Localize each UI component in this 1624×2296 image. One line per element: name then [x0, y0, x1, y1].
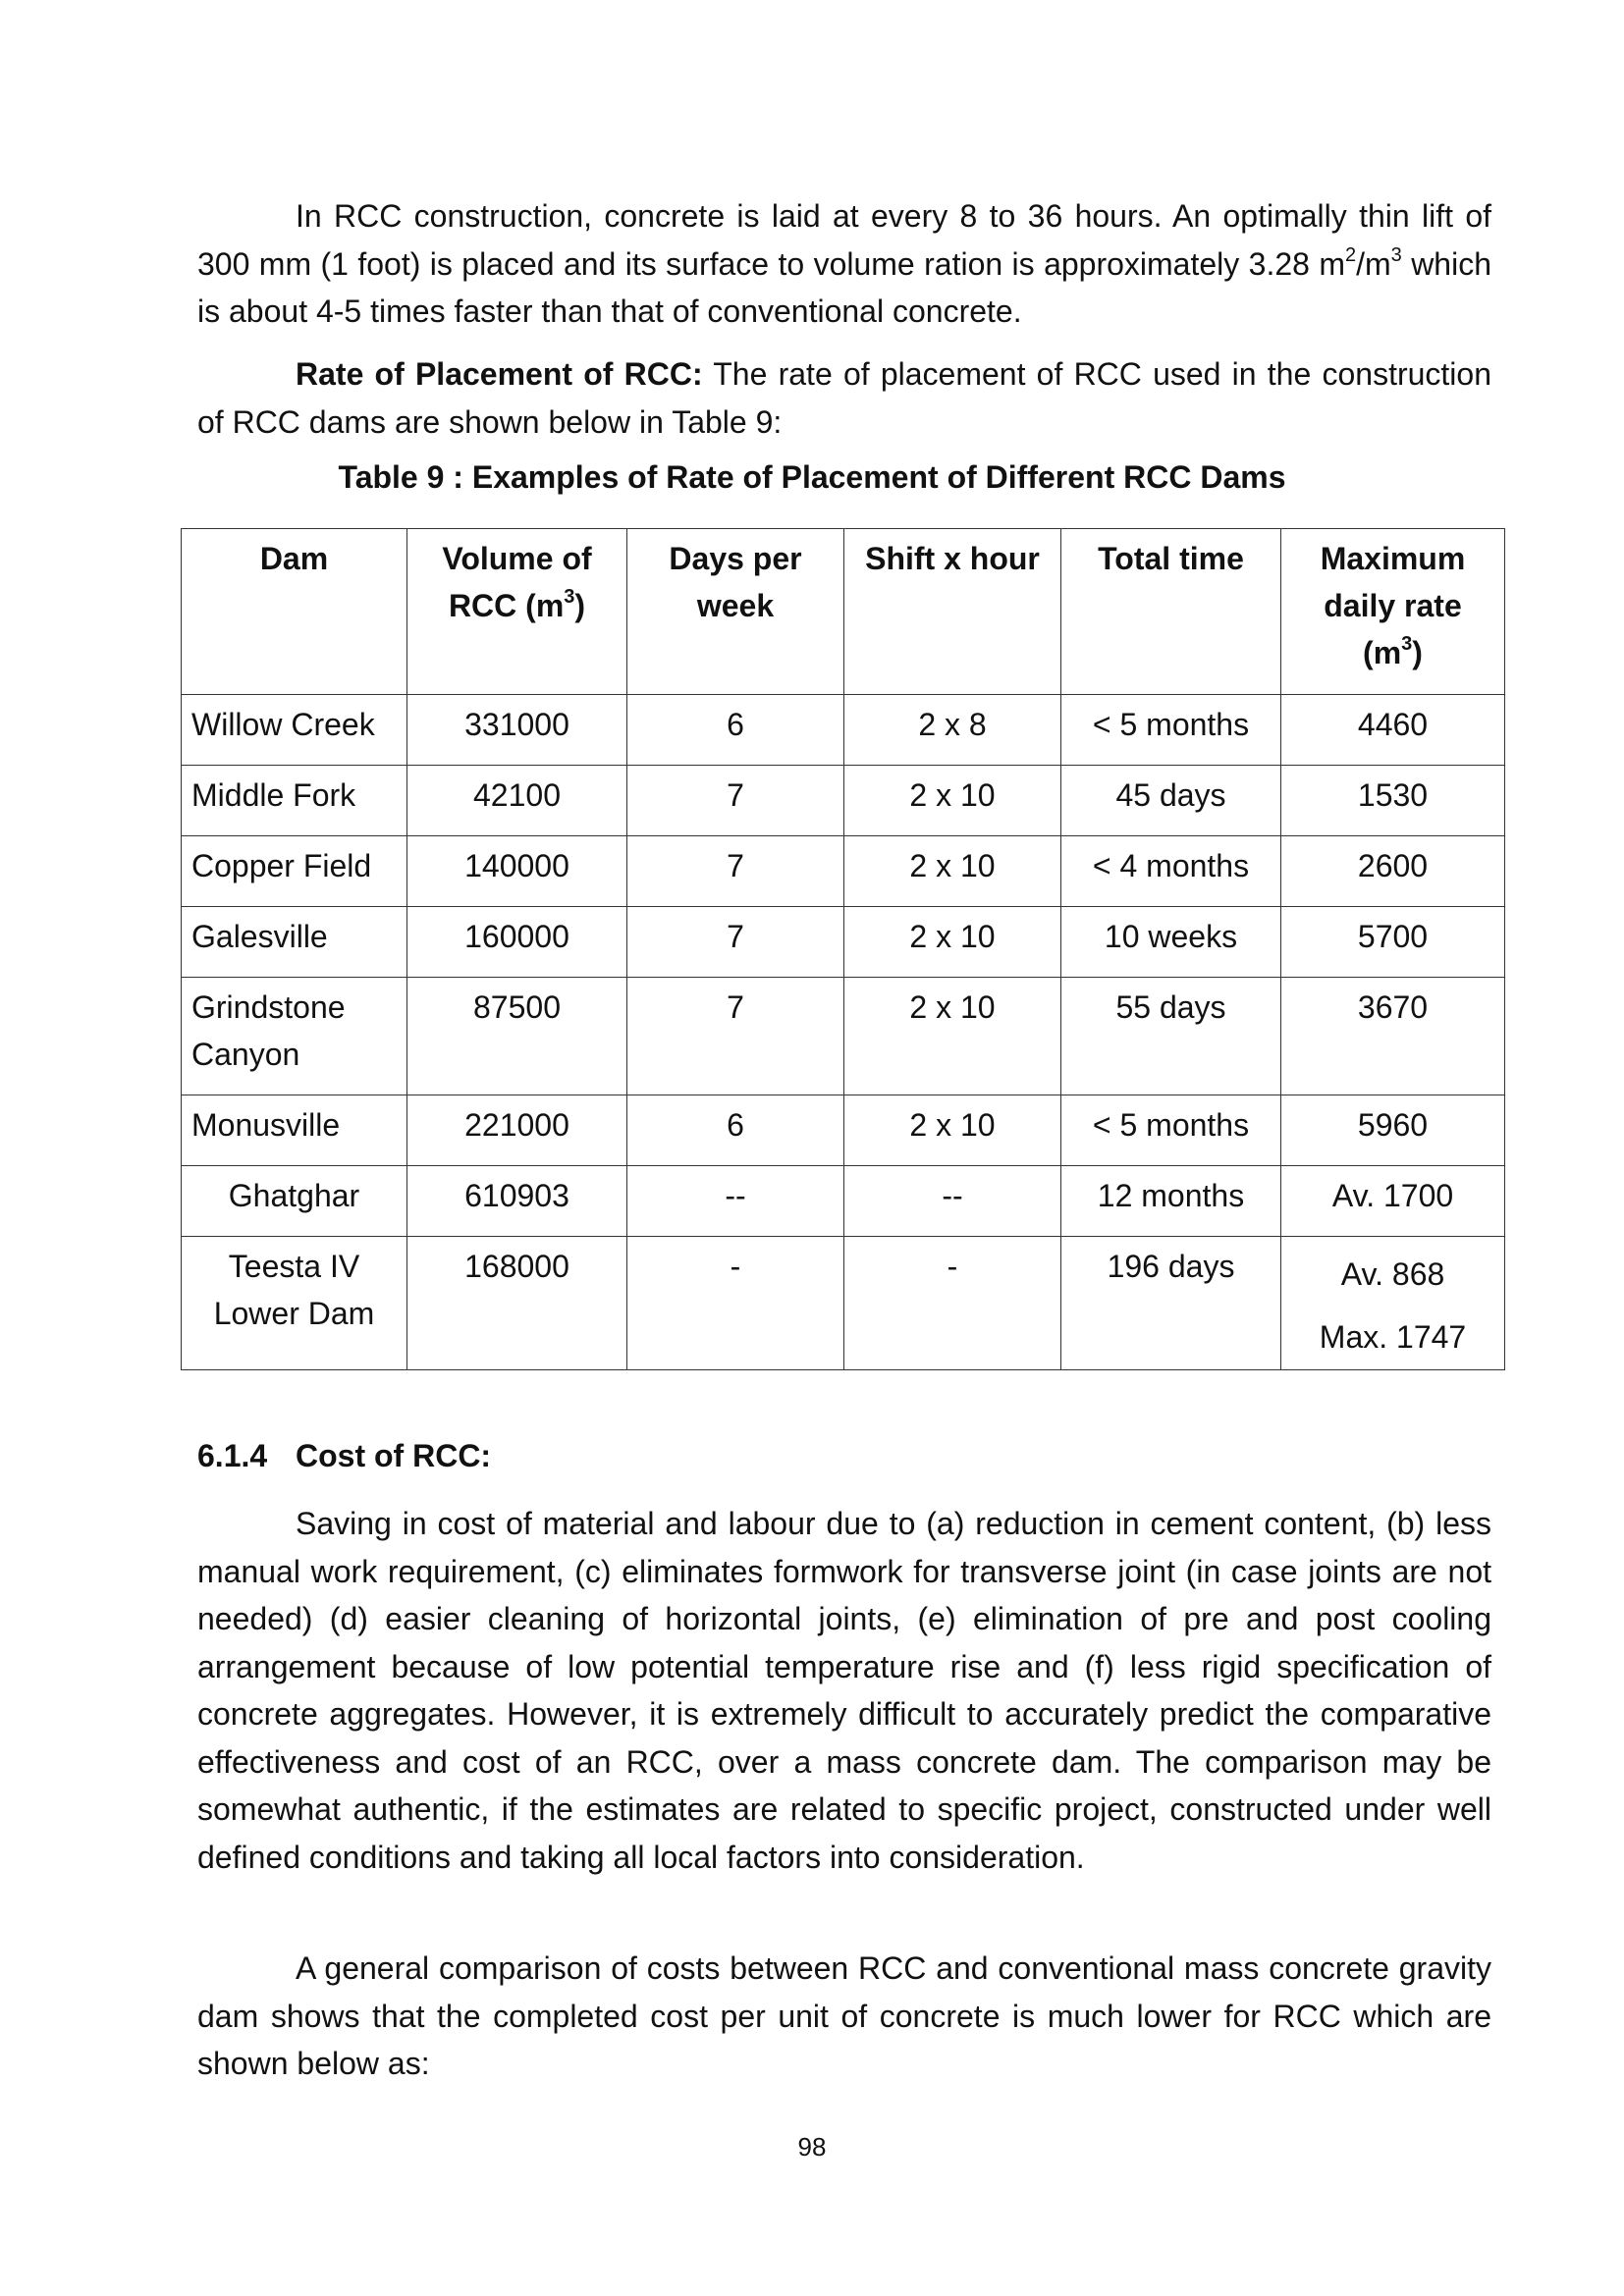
- table-row: [182, 978, 1505, 1095]
- cell-volume: 168000: [407, 1237, 627, 1370]
- cost-paragraph: Saving in cost of material and labour due to (a) reduction in cement content, (b) less manual work requirement, (c) eliminates formwork for transverse joint (in case joints are not needed) (d) easier cleaning of horizontal joints, (e) elimination of pre and post cooling arrangement because of low potential temperature rise and (f) less rigid specification of concrete aggregates. However, it is extremely difficult to accurately predict the comparative effectiveness and cost of an RCC, over a mass concrete dam. The comparison may be somewhat authentic, if the estimates are related to specific project, constructed under well defined conditions and taking all local factors into consideration.: [197, 1506, 1491, 1875]
- section-heading: 6.1.4 Cost of RCC:: [197, 1438, 492, 1473]
- cell-total: 55 days: [1061, 978, 1281, 1095]
- cell-dam: Monusville: [182, 1095, 407, 1166]
- cell-days: 7: [627, 836, 844, 907]
- cell-volume: 160000: [407, 907, 627, 978]
- cell-dam: Willow Creek: [182, 695, 407, 766]
- cell-volume: 140000: [407, 836, 627, 907]
- cell-shift: 2 x 10: [844, 907, 1061, 978]
- page-number: 98: [797, 2132, 827, 2162]
- cell-shift: 2 x 8: [844, 695, 1061, 766]
- cell-shift: 2 x 10: [844, 836, 1061, 907]
- intro-paragraph: In RCC construction, concrete is laid at every 8 to 36 hours. An optimally thin lift of 300 mm (1 foot) is placed and its surface to volume ration is approximately 3.28 $m^2/m^3$ which is about 4-5 times faster than that of conventional concrete.: [197, 198, 1492, 329]
- table-row: [182, 695, 1505, 766]
- table-title: Table 9 : Examples of Rate of Placement of Different RCC Dams: [338, 459, 1286, 495]
- cell-days: 7: [627, 766, 844, 836]
- cell-days: 6: [627, 1095, 844, 1166]
- header-total-time: Total time: [1061, 529, 1281, 695]
- header-days: Days per week: [627, 529, 844, 695]
- cell-dam: Ghatghar: [182, 1166, 407, 1237]
- table-row: [182, 907, 1505, 978]
- cell-rate: 5960: [1281, 1095, 1505, 1166]
- table-row: [182, 1166, 1505, 1237]
- cell-rate: 4460: [1281, 695, 1505, 766]
- header-volume: Volume of RCC $(m^3)$: [407, 529, 627, 695]
- cell-days: 6: [627, 695, 844, 766]
- cell-volume: 42100: [407, 766, 627, 836]
- header-dam: Dam: [182, 529, 407, 695]
- table-row: [182, 1237, 1505, 1370]
- cell-shift: -: [844, 1237, 1061, 1370]
- rate-paragraph: Rate of Placement of RCC: The rate of placement of RCC used in the construction of RCC dams are shown below in Table 9:: [197, 356, 1492, 440]
- cell-days: 7: [627, 907, 844, 978]
- cell-total: < 5 months: [1061, 1095, 1281, 1166]
- cell-volume: 221000: [407, 1095, 627, 1166]
- cell-total: < 5 months: [1061, 695, 1281, 766]
- cell-total: 196 days: [1061, 1237, 1281, 1370]
- cell-rate: 3670: [1281, 978, 1505, 1095]
- placement-rate-table: [181, 528, 1505, 1370]
- cell-volume: 331000: [407, 695, 627, 766]
- cell-shift: 2 x 10: [844, 978, 1061, 1095]
- cell-days: 7: [627, 978, 844, 1095]
- table-header-row: [182, 529, 1505, 695]
- cell-shift: 2 x 10: [844, 766, 1061, 836]
- comparison-paragraph: A general comparison of costs between RCC and conventional mass concrete gravity dam shows that the completed cost per unit of concrete is much lower for RCC which are shown below as:: [197, 1950, 1491, 2081]
- cell-rate: 2600: [1281, 836, 1505, 907]
- cell-total: 45 days: [1061, 766, 1281, 836]
- cell-dam: Copper Field: [182, 836, 407, 907]
- cell-total: 12 months: [1061, 1166, 1281, 1237]
- cell-total: 10 weeks: [1061, 907, 1281, 978]
- table-row: [182, 1095, 1505, 1166]
- cell-volume: 87500: [407, 978, 627, 1095]
- cell-shift: --: [844, 1166, 1061, 1237]
- cell-volume: 610903: [407, 1166, 627, 1237]
- cell-dam: Middle Fork: [182, 766, 407, 836]
- cell-days: -: [627, 1237, 844, 1370]
- table-row: [182, 836, 1505, 907]
- cell-days: --: [627, 1166, 844, 1237]
- cell-dam: Teesta IV Lower Dam: [182, 1237, 407, 1370]
- header-shift: Shift x hour: [844, 529, 1061, 695]
- cell-rate: 1530: [1281, 766, 1505, 836]
- cell-rate: 5700: [1281, 907, 1505, 978]
- cell-dam: Galesville: [182, 907, 407, 978]
- cell-total: < 4 months: [1061, 836, 1281, 907]
- header-max-rate: Maximum daily rate $(m^3)$: [1281, 529, 1505, 695]
- cell-dam: Grindstone Canyon: [182, 978, 407, 1095]
- cell-shift: 2 x 10: [844, 1095, 1061, 1166]
- table-row: [182, 766, 1505, 836]
- cell-rate: Av. 1700: [1281, 1166, 1505, 1237]
- cell-rate: Av. 868 Max. 1747: [1281, 1237, 1505, 1370]
